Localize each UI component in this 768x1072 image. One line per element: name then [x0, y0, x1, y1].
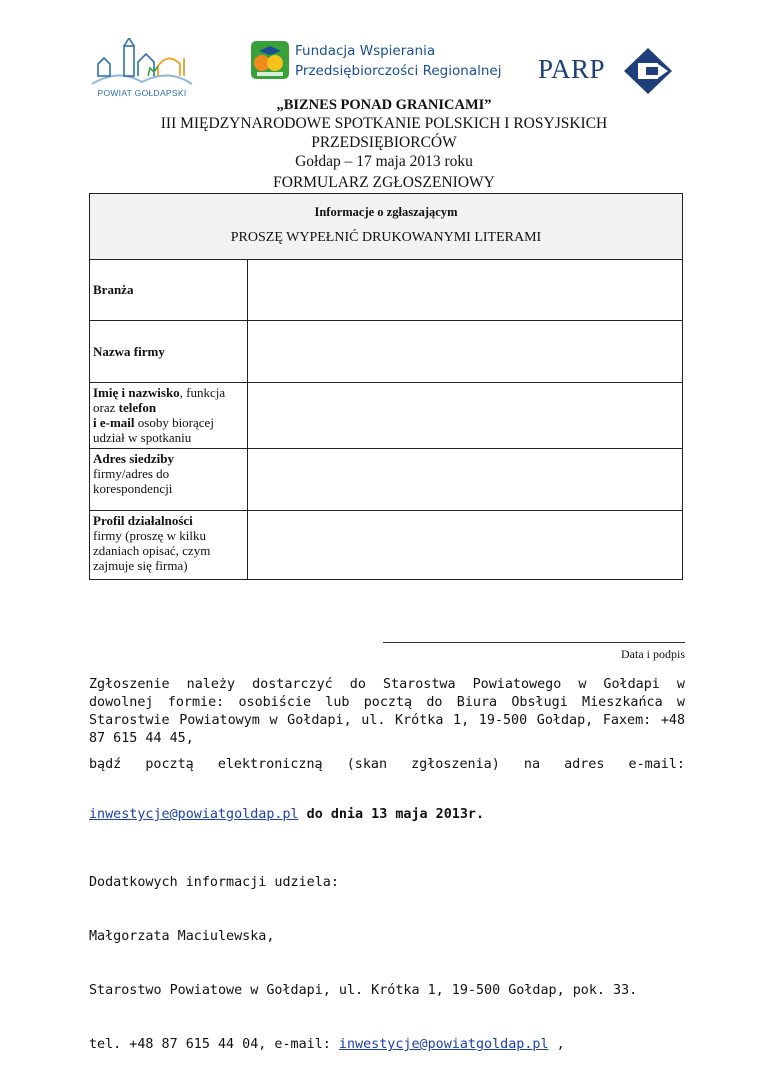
email-link[interactable]: inwestycje@powiatgoldap.pl — [89, 807, 299, 822]
form-title: FORMULARZ ZGŁOSZENIOWY — [273, 174, 495, 191]
business-profile-label: Profil działalności firmy (proszę w kilku zdaniach opisać, czym zajmuje się firma) — [90, 511, 248, 579]
form-row-business-profile — [90, 511, 682, 579]
word-8: e-mail: — [628, 757, 685, 772]
word-6: na — [523, 757, 541, 772]
event-title: „BIZNES PONAD GRANICAMI” — [276, 97, 492, 113]
email-deadline-line — [89, 807, 484, 822]
word-1: bądź — [89, 757, 122, 772]
registration-form-table — [89, 193, 683, 580]
fundacja-name-line1: Fundacja Wspierania — [295, 43, 436, 59]
delivery-instructions-cont — [89, 757, 685, 772]
deadline-text: do dnia 13 maja 2013r. — [298, 807, 485, 822]
contact-info-line4: tel. +48 87 615 44 04, e-mail: inwestycje@powiatgoldap.pl , — [89, 1037, 565, 1052]
contact-info-line2: Małgorzata Maciulewska, — [89, 929, 275, 944]
word-4: (skan — [346, 757, 388, 772]
form-row-address — [90, 449, 682, 511]
parp-wordmark: PARP — [538, 54, 606, 84]
word-2: pocztą — [145, 757, 194, 772]
company-name-label: Nazwa firmy — [90, 321, 248, 382]
form-instruction: PROSZĘ WYPEŁNIĆ DRUKOWANYMI LITERAMI — [230, 230, 542, 245]
contact-info — [89, 838, 637, 1072]
fundacja-emblem-icon — [251, 41, 289, 79]
contact-email-link[interactable]: inwestycje@powiatgoldap.pl — [338, 1037, 549, 1052]
powiat-goldapski-logo — [88, 38, 196, 100]
branza-label: Branża — [90, 259, 248, 320]
contact-info-line1: Dodatkowych informacji udziela: — [89, 875, 339, 890]
form-row-contact-person — [90, 383, 682, 449]
fundacja-name-line2: Przedsiębiorczości Regionalnej — [295, 63, 502, 79]
business-profile-field[interactable] — [248, 511, 682, 579]
contact-person-label: Imię i nazwisko, funkcja oraz telefon i e-mail osoby biorącej udział w spotkaniu — [90, 383, 248, 448]
event-subtitle-line2: PRZEDSIĘBIORCÓW — [311, 134, 457, 151]
event-subtitle-line1: III MIĘDZYNARODOWE SPOTKANIE POLSKICH I ROSYJSKICH — [160, 115, 608, 132]
contact-info-line3: Starostwo Powiatowe w Gołdapi, ul. Krótka 1, 19-500 Gołdap, pok. 33. — [89, 983, 638, 998]
event-subtitle — [0, 114, 768, 171]
word-3: elektroniczną — [217, 757, 323, 772]
word-5: zgłoszenia) — [411, 757, 500, 772]
form-row-nazwa-firmy — [90, 321, 682, 383]
fundacja-logo — [251, 41, 511, 81]
branza-field[interactable] — [248, 259, 682, 320]
address-field[interactable] — [248, 449, 682, 510]
address-label: Adres siedziby firmy/adres do korespondencji — [90, 449, 248, 510]
form-section-title: Informacje o zgłaszającym — [314, 205, 458, 219]
signature-label: Data i podpis — [621, 647, 685, 661]
form-row-branza — [90, 259, 682, 321]
company-name-field[interactable] — [248, 321, 682, 382]
parp-diamond-icon — [624, 48, 672, 94]
powiat-caption: POWIAT GOŁDAPSKI — [97, 88, 187, 98]
event-date: Gołdap – 17 maja 2013 roku — [295, 153, 473, 170]
delivery-instructions: Zgłoszenie należy dostarczyć do Starostwa Powiatowego w Gołdapi w dowolnej formie: osobiście lub pocztą do Biura Obsługi Mieszkańca w Starostwie Powiatowym w Gołdapi, ul. Krótka 1, 19-500 Gołdap, Faxem: +48 87 615 44 45, — [89, 677, 685, 746]
parp-logo — [538, 48, 674, 94]
word-7: adres — [564, 757, 605, 772]
signature-line — [383, 642, 685, 643]
form-header — [90, 194, 682, 260]
contact-person-field[interactable] — [248, 383, 682, 448]
